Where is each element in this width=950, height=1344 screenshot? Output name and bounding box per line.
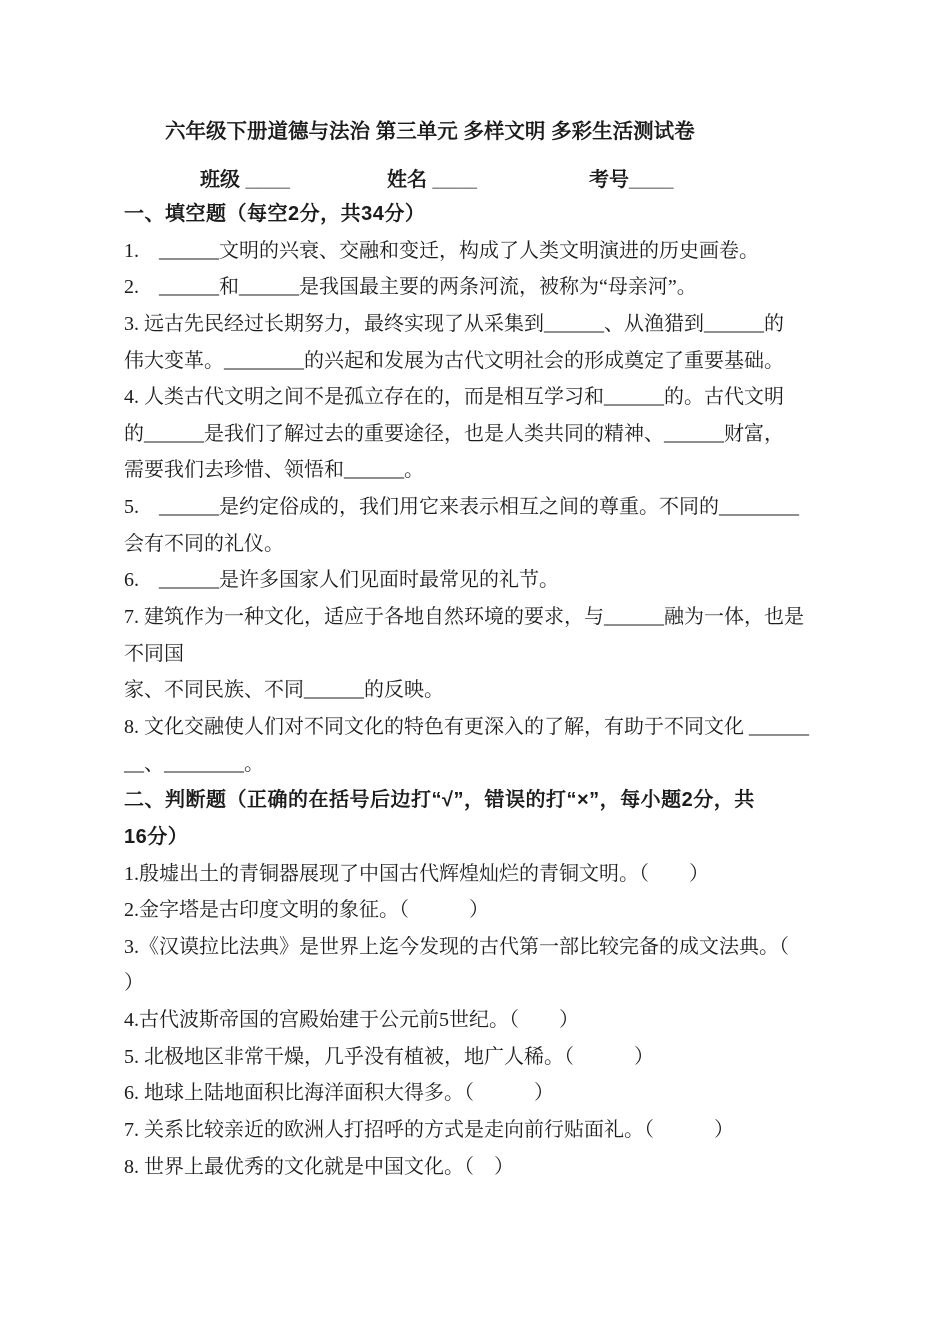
exam-number-field: 考号____: [589, 169, 674, 191]
question-line: 8. 文化交融使人们对不同文化的特色有更深入的了解，有助于不同文化 ______: [124, 715, 809, 738]
question-line: __、________。: [124, 752, 264, 775]
page-title: 六年级下册道德与法治 第三单元 多样文明 多彩生活测试卷: [165, 120, 695, 143]
question-line: 3. 远古先民经过长期努力，最终实现了从采集到______、从渔猎到______的: [124, 312, 784, 335]
question-line: 的______是我们了解过去的重要途径，也是人类共同的精神、______财富，: [124, 422, 784, 445]
question-line: 1. ______文明的兴衰、交融和变迁，构成了人类文明演进的历史画卷。: [124, 239, 759, 262]
question-line: 7. 关系比较亲近的欧洲人打招呼的方式是走向前行贴面礼。（ ）: [124, 1119, 734, 1142]
question-line: 6. 地球上陆地面积比海洋面积大得多。（ ）: [124, 1082, 554, 1105]
question-line: ）: [124, 972, 144, 995]
section1-heading: 一、填空题（每空2分，共34分）: [124, 203, 426, 225]
question-line: 2. ______和______是我国最主要的两条河流，被称为“母亲河”。: [124, 276, 697, 299]
question-line: 7. 建筑作为一种文化，适应于各地自然环境的要求，与______融为一体，也是: [124, 606, 804, 629]
section2-questions: [124, 856, 824, 1186]
section2-heading-line2: 16分）: [124, 825, 189, 848]
question-line: 6. ______是许多国家人们见面时最常见的礼节。: [124, 569, 559, 592]
document-body: [124, 196, 824, 1185]
question-line: 会有不同的礼仪。: [124, 532, 284, 555]
student-info-row: [124, 162, 816, 199]
question-line: 4.古代波斯帝国的宫殿始建于公元前5世纪。（ ）: [124, 1009, 579, 1032]
name-field: 姓名 ____: [387, 169, 478, 191]
section2-heading-line1: 二、判断题（正确的在括号后边打“√”，错误的打“×”，每小题2分，共: [124, 789, 755, 812]
question-line: 3.《汉谟拉比法典》是世界上迄今发现的古代第一部比较完备的成文法典。（: [124, 935, 789, 958]
question-line: 需要我们去珍惜、领悟和______。: [124, 459, 424, 482]
question-line: 4. 人类古代文明之间不是孤立存在的，而是相互学习和______的。古代文明: [124, 386, 784, 409]
question-line: 不同国: [124, 642, 184, 665]
question-line: 1.殷墟出土的青铜器展现了中国古代辉煌灿烂的青铜文明。（ ）: [124, 862, 709, 885]
question-line: 8. 世界上最优秀的文化就是中国文化。（ ）: [124, 1155, 514, 1178]
section1-questions: [124, 233, 824, 783]
question-line: 伟大变革。________的兴起和发展为古代文明社会的形成奠定了重要基础。: [124, 349, 784, 372]
question-line: 5. ______是约定俗成的，我们用它来表示相互之间的尊重。不同的________: [124, 496, 799, 519]
question-line: 家、不同民族、不同______的反映。: [124, 679, 444, 702]
class-field: 班级 ____: [200, 169, 291, 191]
question-line: 2.金字塔是古印度文明的象征。（ ）: [124, 899, 489, 922]
question-line: 5. 北极地区非常干燥，几乎没有植被，地广人稀。（ ）: [124, 1045, 654, 1068]
